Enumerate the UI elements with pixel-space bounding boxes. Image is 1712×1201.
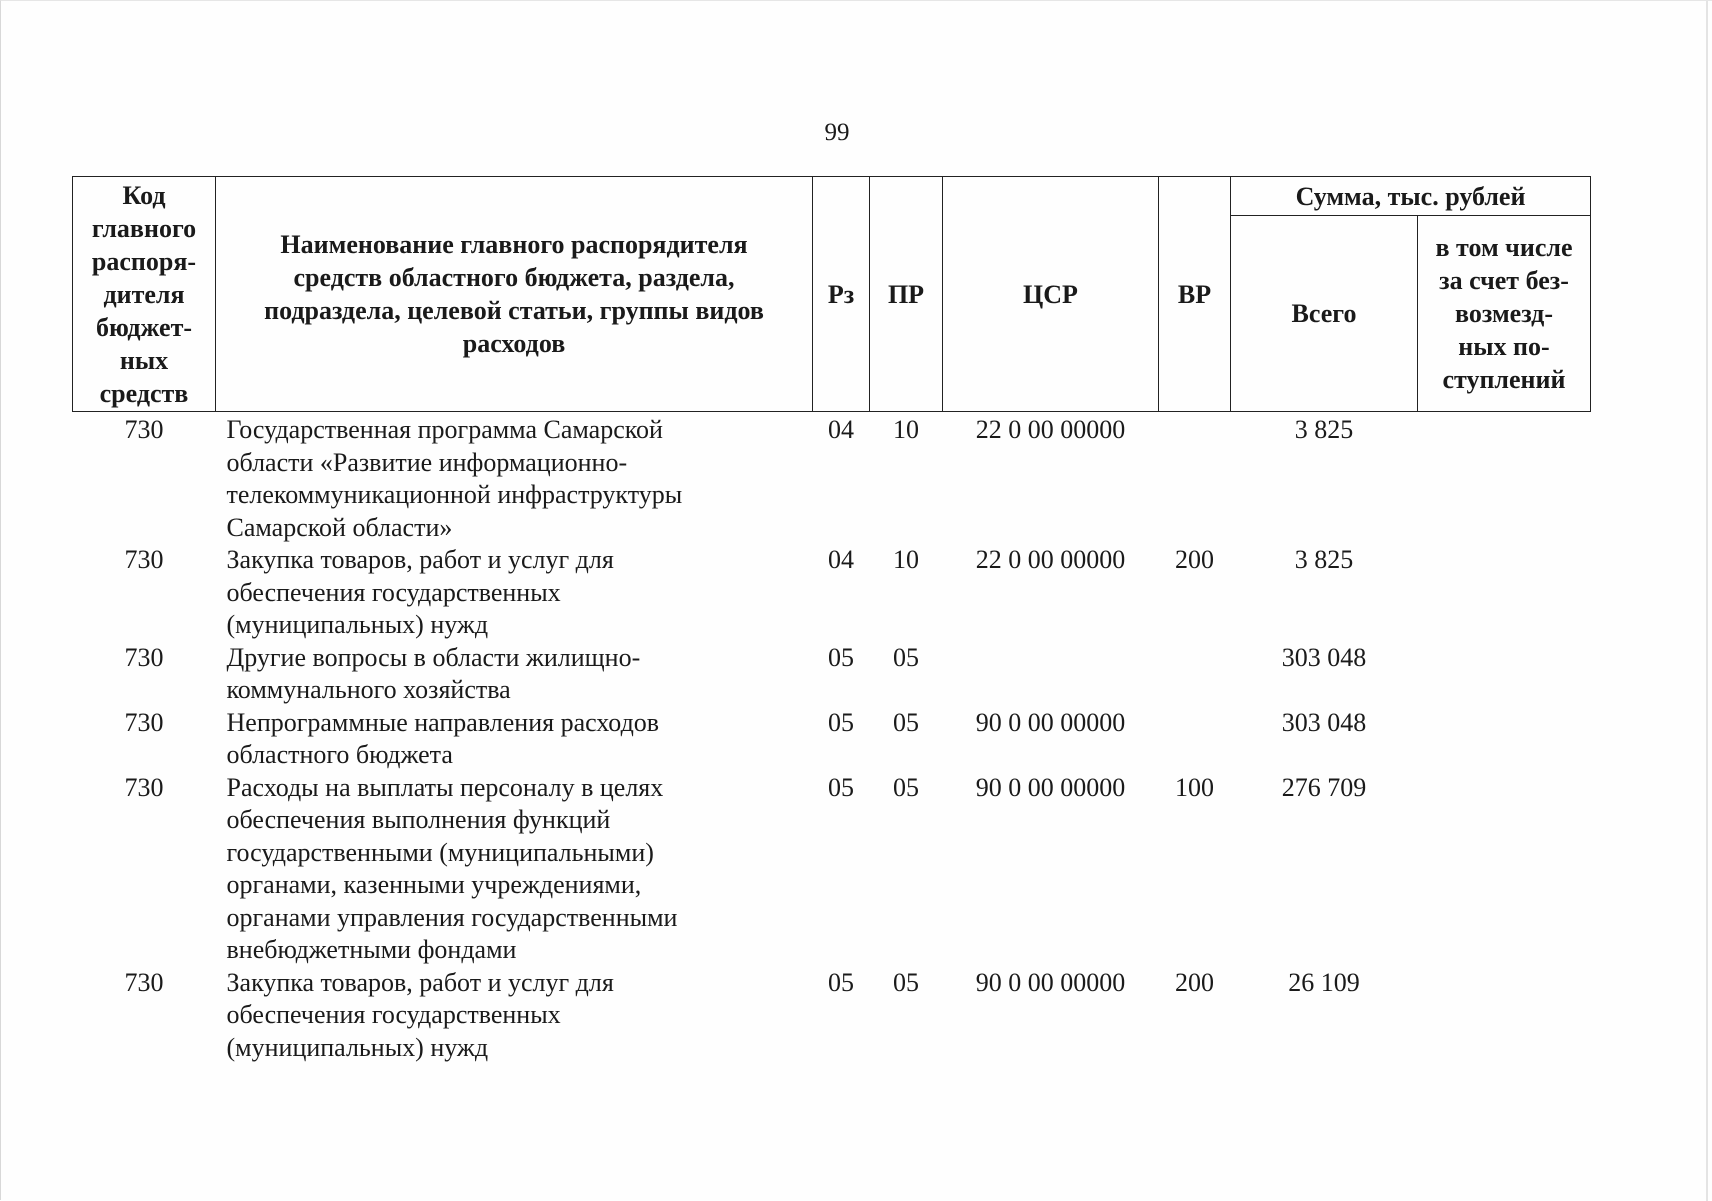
header-pr: ПР	[870, 177, 943, 412]
header-line: средств областного бюджета, раздела,	[293, 263, 735, 292]
cell-pr: 05	[893, 772, 919, 802]
header-line: за счет без-	[1439, 266, 1569, 295]
name-line: (муниципальных) нужд	[226, 610, 489, 639]
cell-pr: 10	[893, 415, 919, 444]
cell-incl	[1418, 967, 1591, 1065]
header-incl-lines	[1422, 231, 1586, 396]
cell-code: 730	[124, 545, 164, 574]
name-line: Другие вопросы в области жилищно-	[226, 642, 641, 672]
cell-code: 730	[124, 415, 164, 444]
cell-pr: 05	[893, 642, 919, 672]
budget-table	[72, 176, 1591, 1064]
header-incl	[1418, 216, 1591, 412]
cell-incl	[1418, 772, 1591, 967]
header-line: ных	[119, 345, 169, 375]
name-line: органами, казенными учреждениями,	[226, 870, 642, 899]
cell-csr	[943, 642, 1159, 707]
cell-name	[216, 544, 813, 642]
cell-vr	[1159, 642, 1231, 707]
cell-vr	[1159, 412, 1231, 545]
header-line: главного	[91, 213, 197, 243]
cell-incl	[1418, 707, 1591, 772]
cell-name	[216, 772, 813, 967]
header-line: подраздела, целевой статьи, группы видов	[264, 296, 764, 325]
header-name	[216, 177, 813, 412]
cell-rz: 04	[828, 415, 854, 444]
cell-csr: 90 0 00 00000	[975, 967, 1126, 997]
cell-rz: 05	[828, 772, 854, 802]
name-line: Расходы на выплаты персоналу в целях	[226, 772, 664, 802]
name-line: Непрограммные направления расходов	[226, 707, 660, 737]
cell-rz: 05	[828, 642, 854, 672]
cell-name	[216, 967, 813, 1065]
cell-total: 3 825	[1294, 545, 1354, 574]
header-code	[73, 177, 216, 412]
table-row	[73, 967, 1591, 1065]
name-line: обеспечения выполнения функций	[226, 805, 611, 834]
table-row	[73, 544, 1591, 642]
header-name-lines	[220, 228, 808, 360]
cell-vr: 200	[1175, 967, 1214, 997]
table-header	[73, 177, 1591, 412]
cell-incl	[1418, 642, 1591, 707]
cell-csr: 90 0 00 00000	[975, 772, 1126, 802]
cell-rz: 04	[828, 545, 854, 574]
table-row	[73, 707, 1591, 772]
header-line: дителя	[103, 279, 185, 309]
header-code-lines	[77, 179, 211, 410]
cell-rz: 05	[828, 707, 854, 737]
table-body	[73, 412, 1591, 1065]
cell-name	[216, 642, 813, 707]
name-line: внебюджетными фондами	[226, 935, 517, 964]
name-line: областного бюджета	[226, 740, 453, 769]
cell-code: 730	[124, 642, 164, 672]
name-line: государственными (муниципальными)	[226, 837, 654, 867]
cell-vr	[1159, 707, 1231, 772]
cell-code: 730	[124, 772, 164, 802]
table-row	[73, 412, 1591, 545]
cell-code: 730	[124, 967, 164, 997]
name-line: Закупка товаров, работ и услуг для	[226, 545, 614, 574]
name-line: (муниципальных) нужд	[226, 1032, 489, 1062]
cell-name	[216, 412, 813, 545]
cell-incl	[1418, 544, 1591, 642]
header-sum: Сумма, тыс. рублей	[1231, 177, 1591, 216]
cell-code: 730	[124, 707, 164, 737]
table-row	[73, 772, 1591, 967]
header-rz: Рз	[813, 177, 870, 412]
name-line: органами управления государственными	[226, 902, 678, 932]
name-line: Самарской области»	[226, 512, 453, 542]
cell-vr: 200	[1175, 545, 1214, 574]
cell-total: 276 709	[1281, 772, 1367, 802]
header-line: ступлений	[1442, 365, 1566, 394]
name-line: Государственная программа Самарской	[226, 415, 663, 444]
cell-incl	[1418, 412, 1591, 545]
cell-total: 26 109	[1288, 967, 1360, 997]
header-line: расходов	[462, 329, 566, 358]
name-line: обеспечения государственных	[226, 1000, 561, 1029]
name-line: Закупка товаров, работ и услуг для	[226, 967, 614, 997]
cell-pr: 05	[893, 967, 919, 997]
name-line: коммунального хозяйства	[226, 675, 511, 704]
cell-rz: 05	[828, 967, 854, 997]
cell-csr: 90 0 00 00000	[975, 707, 1126, 737]
cell-csr: 22 0 00 00000	[975, 415, 1126, 444]
name-line: телекоммуникационной инфраструктуры	[226, 480, 683, 509]
header-line: распоря-	[91, 246, 197, 276]
header-line: бюджет-	[95, 312, 192, 342]
cell-vr: 100	[1175, 772, 1214, 802]
scan-edge	[1706, 1, 1708, 1201]
header-line: Наименование главного распорядителя	[280, 230, 748, 259]
cell-total: 303 048	[1281, 642, 1367, 672]
cell-total: 3 825	[1294, 415, 1354, 444]
name-line: обеспечения государственных	[226, 577, 561, 607]
header-line: в том числе	[1435, 233, 1573, 262]
header-csr: ЦСР	[943, 177, 1159, 412]
cell-pr: 10	[893, 545, 919, 574]
header-line: возмезд-	[1455, 299, 1553, 328]
cell-csr: 22 0 00 00000	[975, 545, 1126, 574]
page-number: 99	[824, 119, 850, 146]
name-line: области «Развитие информационно-	[226, 447, 628, 477]
cell-total: 303 048	[1281, 707, 1367, 737]
cell-pr: 05	[893, 707, 919, 737]
header-total: Всего	[1231, 216, 1418, 412]
table-row	[73, 642, 1591, 707]
header-line: средств	[99, 378, 189, 408]
header-line: ных по-	[1458, 332, 1550, 361]
header-line: Код	[122, 180, 166, 210]
cell-name	[216, 707, 813, 772]
header-vr: ВР	[1159, 177, 1231, 412]
